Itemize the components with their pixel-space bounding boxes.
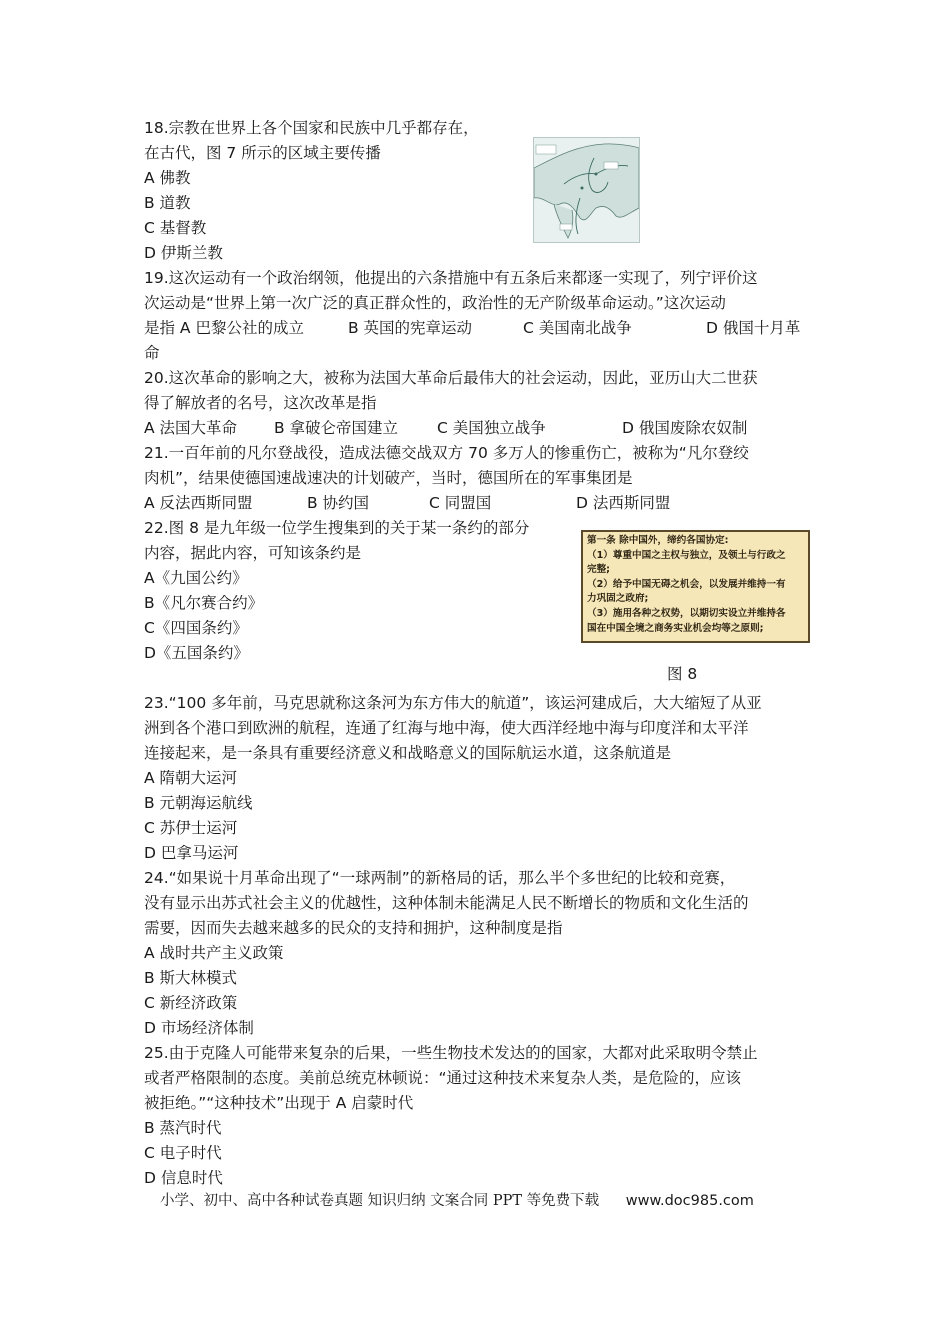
q21-options-row <box>144 491 808 516</box>
q23-option-a: A 隋朝大运河 <box>144 769 238 787</box>
q18-stem-line1: 18.宗教在世界上各个国家和民族中几乎都存在， <box>144 119 479 137</box>
footer-site-link[interactable]: www.doc985.com <box>625 1193 754 1209</box>
q22-option-c: C《四国条约》 <box>144 619 248 637</box>
q20-option-d: D 俄国废除农奴制 <box>622 419 748 437</box>
q20-options-row <box>144 416 808 441</box>
q24-option-c: C 新经济政策 <box>144 994 238 1012</box>
q22-option-d: D《五国条约》 <box>144 644 249 662</box>
q25-stem-line2: 或者严格限制的态度。美前总统克林顿说：“通过这种技术来复杂人类，是危险的，应该 <box>144 1069 742 1087</box>
figure-7-map <box>533 137 640 243</box>
q21-stem-line2: 肉机”，结果使德国速战速决的计划破产，当时，德国所在的军事集团是 <box>144 469 633 487</box>
q18-option-b: B 道教 <box>144 194 191 212</box>
q20-option-a: A 法国大革命 <box>144 419 238 437</box>
q21-option-c: C 同盟国 <box>429 494 492 512</box>
footer-text: 小学、初中、高中各种试卷真题 知识归纳 文案合同 PPT 等免费下载 <box>160 1193 600 1209</box>
q23-stem-line3: 连接起来，是一条具有重要经济意义和战略意义的国际航运水道，这条航道是 <box>144 744 672 762</box>
treaty-line-5: 力巩固之政府; <box>587 593 649 605</box>
q22-spacer <box>144 666 808 691</box>
q24-option-b: B 斯大林模式 <box>144 969 238 987</box>
q23-option-c: C 苏伊士运河 <box>144 819 238 837</box>
treaty-line-4: （2）给予中国无碍之机会，以发展并维持一有 <box>587 578 786 590</box>
q20-stem-line1: 20.这次革命的影响之大，被称为法国大革命后最伟大的社会运动，因此，亚历山大二世获 <box>144 369 758 387</box>
q25-stem-line1: 25.由于克隆人可能带来复杂的后果，一些生物技术发达的的国家，大都对此采取明令禁止 <box>144 1044 758 1062</box>
q25-option-b: B 蒸汽时代 <box>144 1119 222 1137</box>
q21-option-b: B 协约国 <box>307 494 370 512</box>
q24-stem-line3: 需要，因而失去越来越多的民众的支持和拥护，这种制度是指 <box>144 919 563 937</box>
treaty-line-1: 第一条 除中国外，缔约各国协定: <box>587 535 729 546</box>
q22-stem-line2: 内容，据此内容，可知该条约是 <box>144 544 362 562</box>
q21-option-a: A 反法西斯同盟 <box>144 494 253 512</box>
q23-option-d: D 巴拿马运河 <box>144 844 239 862</box>
q23-option-b: B 元朝海运航线 <box>144 794 253 812</box>
q19-option-b: B 英国的宪章运动 <box>348 319 473 337</box>
q19-option-a: 是指 A 巴黎公社的成立 <box>144 319 304 337</box>
treaty-line-7: 国在中国全境之商务实业机会均等之原则; <box>587 622 764 634</box>
q20-option-b: B 拿破仑帝国建立 <box>274 419 399 437</box>
q19-option-c: C 美国南北战争 <box>523 319 632 337</box>
q24-stem-line1: 24.“如果说十月革命出现了“一球两制”的新格局的话，那么半个多世纪的比较和竞赛， <box>144 869 736 887</box>
q19-options-row <box>144 316 808 341</box>
q20-stem-line2: 得了解放者的名号，这次改革是指 <box>144 394 377 412</box>
q24-option-a: A 战时共产主义政策 <box>144 944 284 962</box>
q18-stem-line2: 在古代，图 7 所示的区域主要传播 <box>144 144 381 162</box>
q21-option-d: D 法西斯同盟 <box>576 494 671 512</box>
q18-option-d: D 伊斯兰教 <box>144 244 223 262</box>
treaty-line-6: （3）施用各种之权势，以期切实设立并维持各 <box>587 607 786 619</box>
q23-stem-line1: 23.“100 多年前，马克思就称这条河为东方伟大的航道”，该运河建成后，大大缩短了从亚 <box>144 694 762 712</box>
treaty-line-2: （1）尊重中国之主权与独立，及领土与行政之 <box>587 549 786 561</box>
q22-option-a: A《九国公约》 <box>144 569 248 587</box>
exam-page <box>144 116 808 1191</box>
page-footer <box>160 1189 754 1210</box>
figure-8-caption: 图 8 <box>667 665 698 683</box>
q19-stem-line4: 命 <box>144 344 160 362</box>
q25-option-c: C 电子时代 <box>144 1144 222 1162</box>
q19-stem-line2: 次运动是“世界上第一次广泛的真正群众性的，政治性的无产阶级革命运动。”这次运动 <box>144 294 726 312</box>
q18-option-a: A 佛教 <box>144 169 191 187</box>
q18-option-c: C 基督教 <box>144 219 207 237</box>
q21-stem-line1: 21.一百年前的凡尔登战役，造成法德交战双方 70 多万人的惨重伤亡，被称为“凡尔登绞 <box>144 444 749 462</box>
q22-stem-line1: 22.图 8 是九年级一位学生搜集到的关于某一条约的部分 <box>144 519 530 537</box>
q19-option-d: D 俄国十月革 <box>706 319 801 337</box>
q22-option-b: B《凡尔赛合约》 <box>144 594 264 612</box>
treaty-line-3: 完整; <box>587 564 611 576</box>
q25-option-d: D 信息时代 <box>144 1169 223 1187</box>
q20-option-c: C 美国独立战争 <box>437 419 546 437</box>
map-illustration <box>534 138 639 242</box>
figure-8-treaty-excerpt <box>581 530 810 643</box>
q23-stem-line2: 洲到各个港口到欧洲的航程，连通了红海与地中海，使大西洋经地中海与印度洋和太平洋 <box>144 719 749 737</box>
q19-stem-line1: 19.这次运动有一个政治纲领，他提出的六条措施中有五条后来都逐一实现了，列宁评价这 <box>144 269 758 287</box>
q24-stem-line2: 没有显示出苏式社会主义的优越性，这种体制未能满足人民不断增长的物质和文化生活的 <box>144 894 749 912</box>
q24-option-d: D 市场经济体制 <box>144 1019 254 1037</box>
q25-stem-line3: 被拒绝。”“这种技术”出现于 A 启蒙时代 <box>144 1094 414 1112</box>
